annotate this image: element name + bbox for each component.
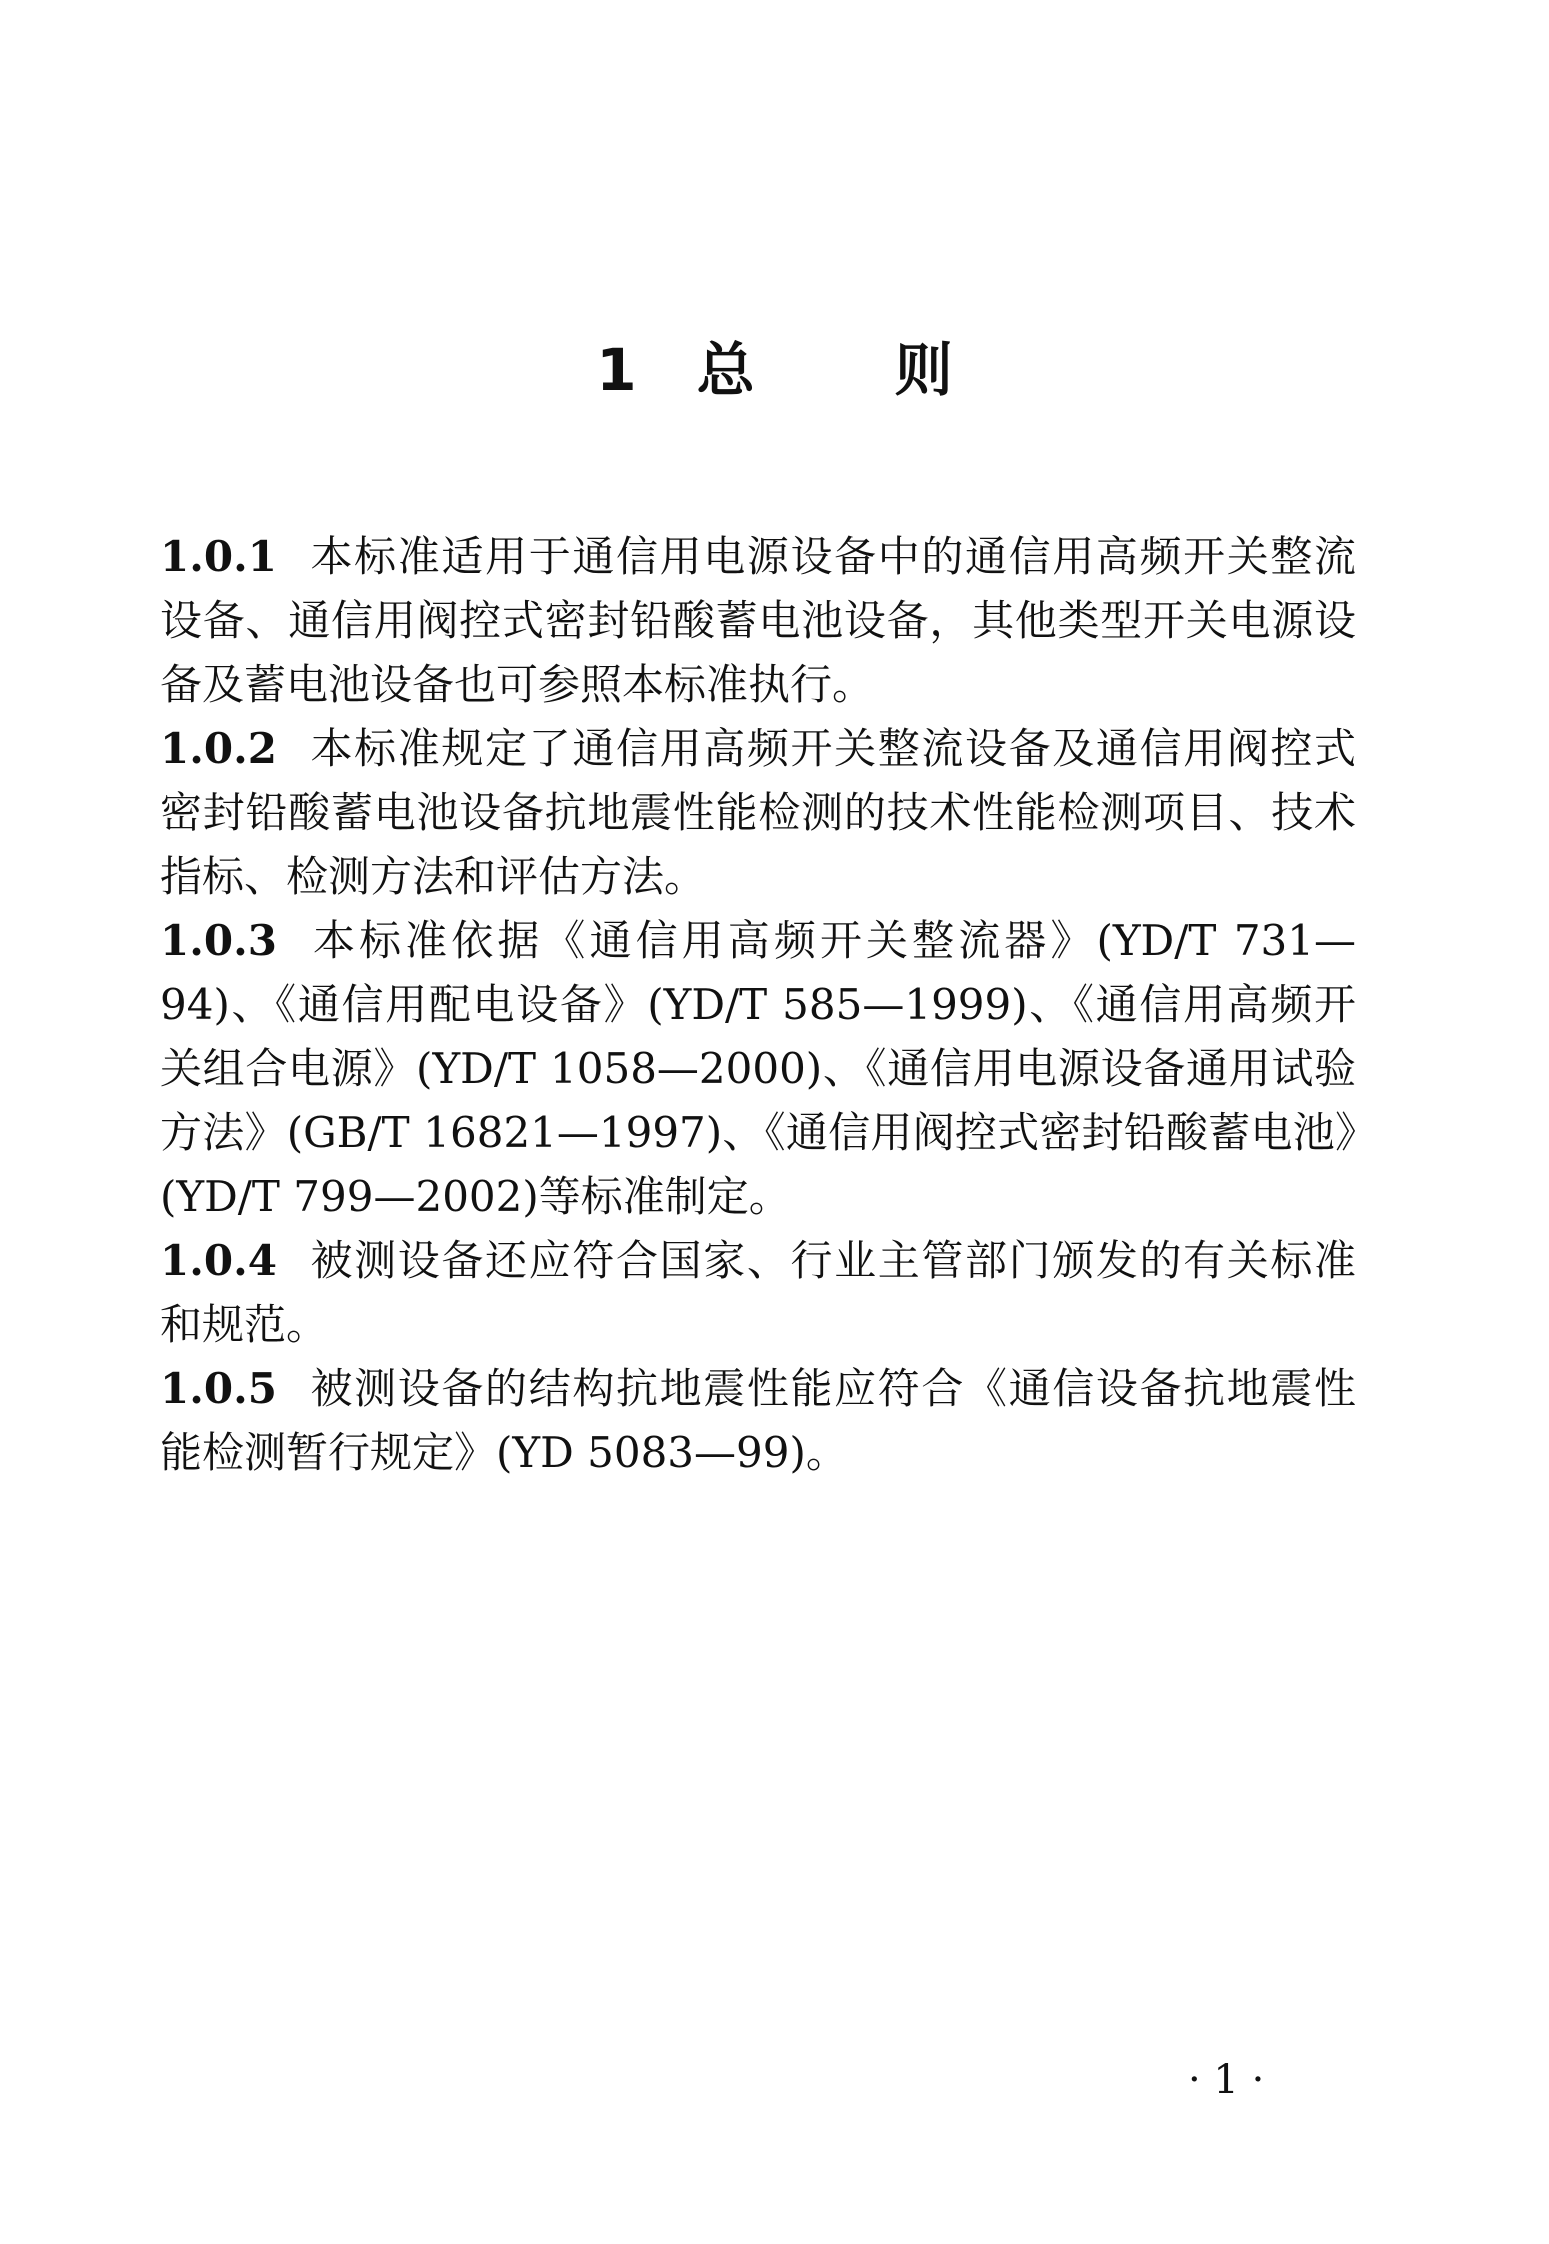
clause-number: 1.0.5: [160, 1364, 277, 1413]
clause-text: 被测设备还应符合国家、行业主管部门颁发的有关标准和规范。: [160, 1236, 1356, 1349]
chapter-title-char-2: 则: [894, 336, 953, 404]
clause-text: 本标准规定了通信用高频开关整流设备及通信用阀控式密封铅酸蓄电池设备抗地震性能检测的技术性能检测项目、技术指标、检测方法和评估方法。: [160, 724, 1356, 901]
clause-number: 1.0.3: [160, 916, 277, 965]
clause-1-0-2: [160, 717, 1356, 909]
chapter-number: 1: [596, 336, 637, 404]
clause-1-0-4: [160, 1229, 1356, 1357]
clause-text: 本标准依据《通信用高频开关整流器》(YD/T 731—94)、《通信用配电设备》(YD/T 585—1999)、《通信用高频开关组合电源》(YD/T 1058—2000)、《通信用电源设备通用试验方法》(GB/T 16821—1997)、《通信用阀控式密封铅酸蓄电池》(YD/T 799—2002)等标准制定。: [160, 916, 1356, 1221]
clause-number: 1.0.1: [160, 532, 277, 581]
chapter-heading: [0, 330, 1549, 410]
clause-1-0-5: [160, 1357, 1356, 1485]
clause-text: 被测设备的结构抗地震性能应符合《通信设备抗地震性能检测暂行规定》(YD 5083—99)。: [160, 1364, 1356, 1477]
clause-number: 1.0.4: [160, 1236, 277, 1285]
clause-text: 本标准适用于通信用电源设备中的通信用高频开关整流设备、通信用阀控式密封铅酸蓄电池设备，其他类型开关电源设备及蓄电池设备也可参照本标准执行。: [160, 532, 1356, 709]
page-number: · 1 ·: [1188, 2057, 1265, 2103]
clause-1-0-3: [160, 909, 1356, 1229]
chapter-title-char-1: 总: [696, 336, 755, 404]
clause-list: [160, 525, 1356, 1485]
clause-1-0-1: [160, 525, 1356, 717]
clause-number: 1.0.2: [160, 724, 277, 773]
